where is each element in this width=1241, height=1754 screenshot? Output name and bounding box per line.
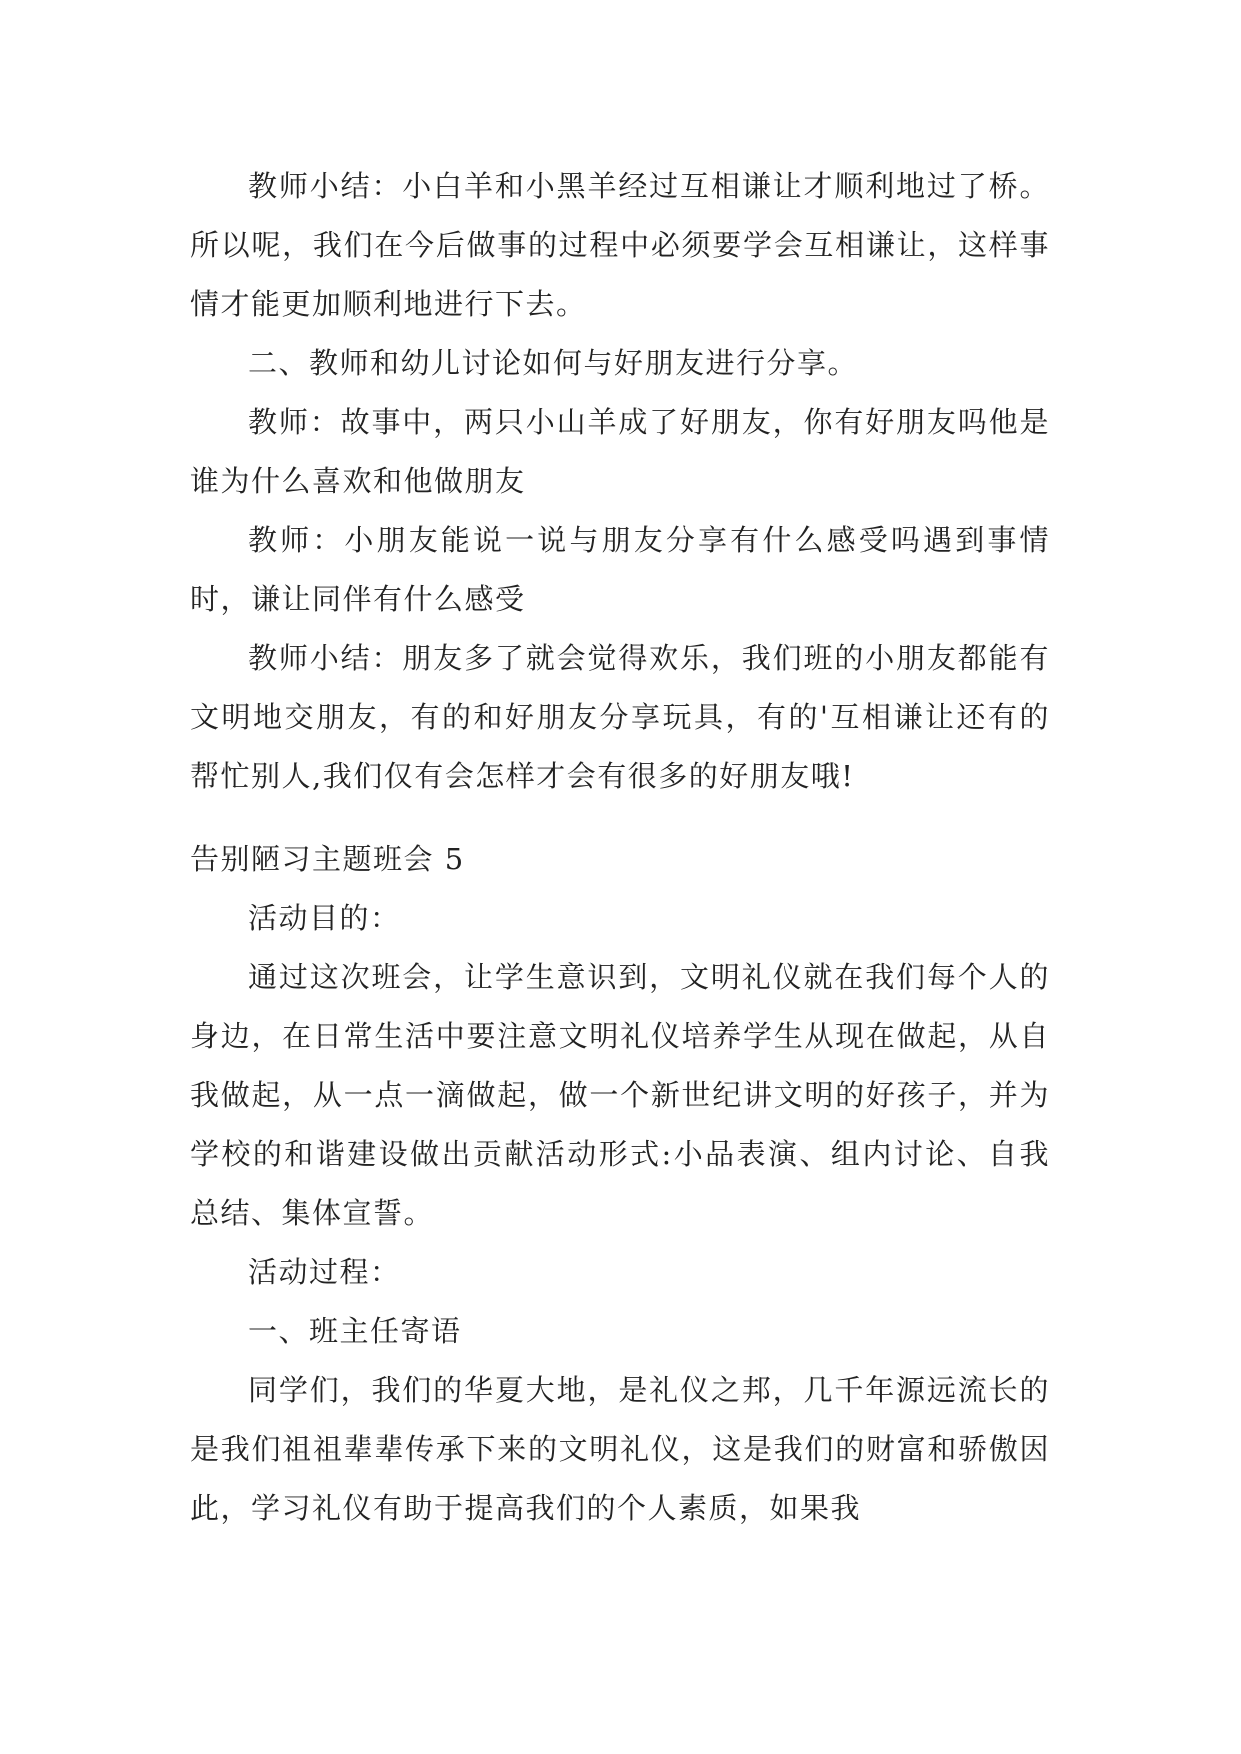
paragraph-teacher-summary-bridge: 教师小结：小白羊和小黑羊经过互相谦让才顺利地过了桥。所以呢，我们在今后做事的过程中必须要学会互相谦让，这样事情才能更加顺利地进行下去。 — [190, 169, 1050, 321]
document-body-part1 — [190, 157, 1050, 806]
paragraph-activity-goal-label: 活动目的： — [248, 901, 401, 935]
paragraph-teacher-question-sharing: 教师：小朋友能说一说与朋友分享有什么感受吗遇到事情时，谦让同伴有什么感受 — [190, 523, 1050, 616]
paragraph-discussion-heading: 二、教师和幼儿讨论如何与好朋友进行分享。 — [248, 346, 859, 380]
paragraph-teacher-summary-friends: 教师小结：朋友多了就会觉得欢乐，我们班的小朋友都能有文明地交朋友，有的和好朋友分享玩具，有的'互相谦让还有的帮忙别人,我们仅有会怎样才会有很多的好朋友哦! — [190, 641, 1050, 793]
paragraph-activity-process-label: 活动过程： — [248, 1255, 401, 1289]
paragraph-teacher-question-friends: 教师：故事中，两只小山羊成了好朋友，你有好朋友吗他是谁为什么喜欢和他做朋友 — [190, 405, 1050, 498]
document-body-part2 — [190, 830, 1050, 1538]
section-title: 告别陋习主题班会 5 — [190, 842, 465, 876]
paragraph-teacher-message-heading: 一、班主任寄语 — [248, 1314, 462, 1348]
paragraph-teacher-message-text: 同学们，我们的华夏大地，是礼仪之邦，几千年源远流长的是我们祖祖辈辈传承下来的文明礼仪，这是我们的财富和骄傲因此，学习礼仪有助于提高我们的个人素质，如果我 — [190, 1373, 1050, 1525]
paragraph-activity-goal-text: 通过这次班会，让学生意识到，文明礼仪就在我们每个人的身边，在日常生活中要注意文明礼仪培养学生从现在做起，从自我做起，从一点一滴做起，做一个新世纪讲文明的好孩子，并为学校的和谐建设做出贡献活动形式:小品表演、组内讨论、自我总结、集体宣誓。 — [190, 960, 1050, 1230]
